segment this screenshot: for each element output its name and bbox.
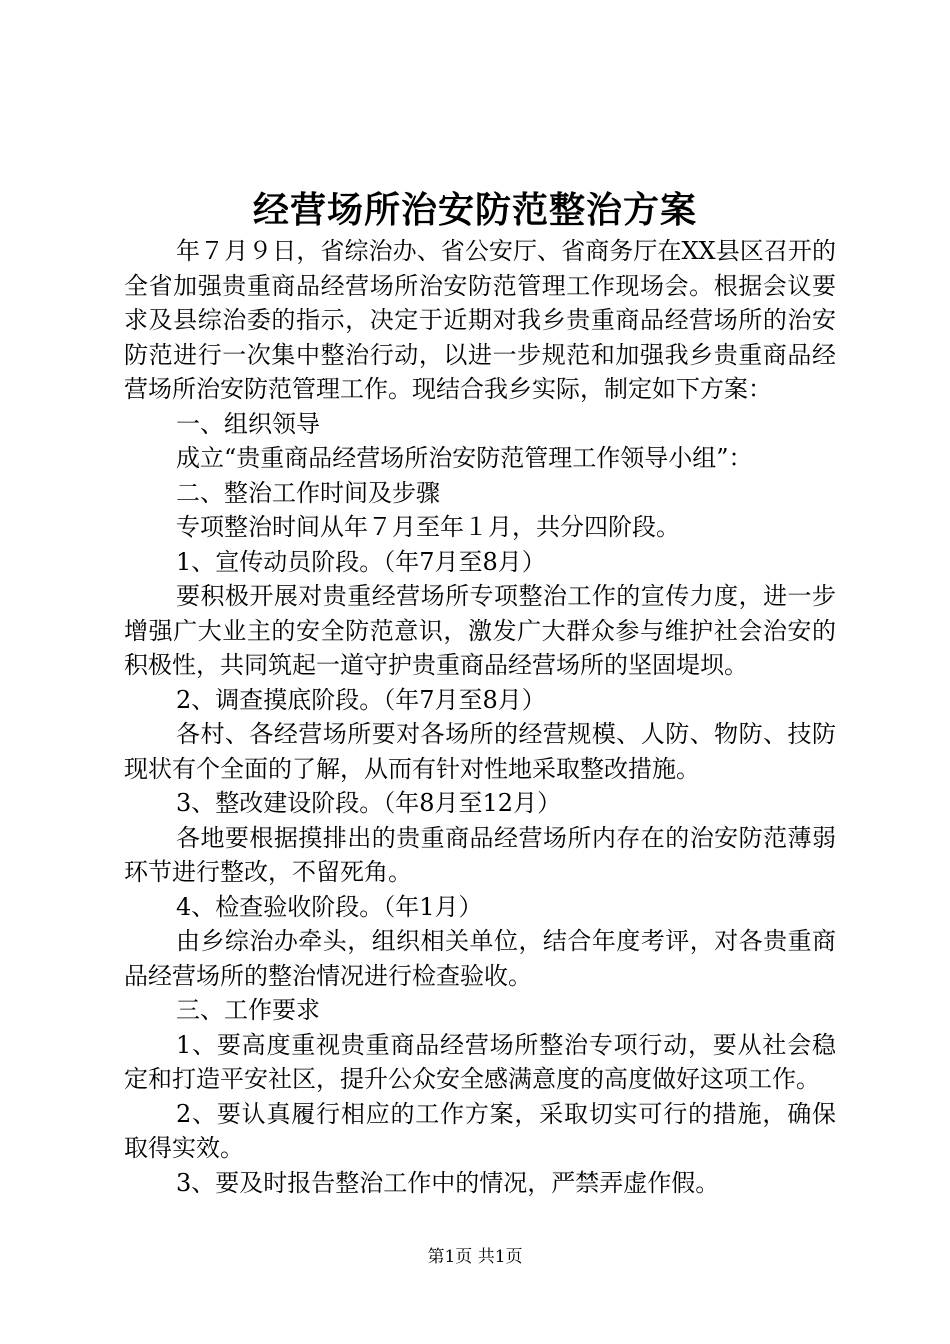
heading-requirements: 三、工作要求 — [176, 996, 320, 1024]
heading-stage-2: 2、调查摸底阶段。（年7月至8月） — [176, 685, 546, 714]
heading-schedule: 二、整治工作时间及步骤 — [176, 478, 440, 507]
paragraph-stage-1: 要积极开展对贵重经营场所专项整治工作的宣传力度，进一步增强广大业主的安全防范意识，激发广大群众参与维护社会治安的积极性，共同筑起一道守护贵重商品经营场所的坚固堤坝。 — [124, 582, 836, 679]
paragraph-stage-2: 各村、各经营场所要对各场所的经营规模、人防、物防、技防现状有个全面的了解，从而有针对性地采取整改措施。 — [124, 720, 836, 783]
heading-stage-3: 3、整改建设阶段。（年8月至12月） — [176, 789, 562, 817]
document-body — [124, 234, 836, 1200]
paragraph-requirement-2: 2、要认真履行相应的工作方案，采取切实可行的措施，确保取得实效。 — [124, 1099, 836, 1162]
paragraph-requirement-1: 1、要高度重视贵重商品经营场所整治专项行动，要从社会稳定和打造平安社区，提升公众安全感满意度的高度做好这项工作。 — [124, 1030, 836, 1093]
paragraph-stage-3: 各地要根据摸排出的贵重商品经营场所内存在的治安防范薄弱环节进行整改，不留死角。 — [124, 823, 836, 886]
document-title: 经营场所治安防范整治方案 — [252, 189, 697, 231]
heading-stage-4: 4、检查验收阶段。（年1月） — [176, 892, 483, 921]
paragraph-stage-4: 由乡综治办牵头，组织相关单位，结合年度考评，对各贵重商品经营场所的整治情况进行检查验收。 — [124, 927, 836, 990]
heading-organization: 一、组织领导 — [176, 409, 320, 438]
paragraph-leadership-group: 成立“贵重商品经营场所治安防范管理工作领导小组”： — [176, 444, 753, 472]
paragraph-requirement-3: 3、要及时报告整治工作中的情况，严禁弄虚作假。 — [176, 1168, 720, 1197]
page-footer: 第1页 共1页 — [427, 1247, 523, 1267]
paragraph-intro: 年７月９日，省综治办、省公安厅、省商务厅在XX县区召开的全省加强贵重商品经营场所治安防范管理工作现场会。根据会议要求及县综治委的指示，决定于近期对我乡贵重商品经营场所的治安防范进行一次集中整治行动，以进一步规范和加强我乡贵重商品经营场所治安防范管理工作。现结合我乡实际，制定如下方案： — [124, 237, 836, 403]
heading-stage-1: 1、宣传动员阶段。（年7月至8月） — [176, 547, 546, 576]
paragraph-schedule-overview: 专项整治时间从年７月至年１月，共分四阶段。 — [176, 513, 680, 541]
